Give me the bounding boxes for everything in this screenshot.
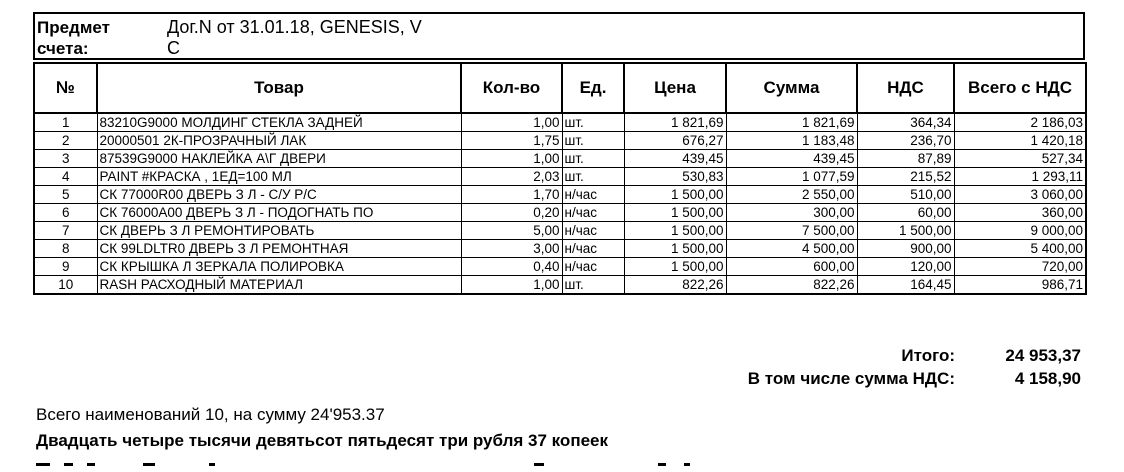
cell-quantity: 0,40 — [461, 258, 562, 276]
cell-product: СК ДВЕРЬ З Л РЕМОНТИРОВАТЬ — [97, 222, 461, 240]
table-row — [34, 258, 1086, 276]
cell-number: 10 — [34, 276, 97, 295]
cell-quantity: 3,00 — [461, 240, 562, 258]
vat-value: 4 158,90 — [1014, 369, 1081, 388]
cell-vat: 510,00 — [857, 186, 954, 204]
cell-product: RASH РАСХОДНЫЙ МАТЕРИАЛ — [97, 276, 461, 295]
total-value: 24 953,37 — [1005, 346, 1081, 365]
cell-price: 1 500,00 — [624, 204, 726, 222]
cell-vat: 60,00 — [857, 204, 954, 222]
cell-price: 1 500,00 — [624, 186, 726, 204]
cell-price: 822,26 — [624, 276, 726, 295]
cut-off-next-line — [36, 463, 836, 472]
cell-product: СК КРЫШКА Л ЗЕРКАЛА ПОЛИРОВКА — [97, 258, 461, 276]
table-header-row — [34, 63, 1086, 113]
amount-in-words: Двадцать четыре тысячи девятьсот пятьдесят три рубля 37 копеек — [36, 431, 609, 450]
cell-sum: 822,26 — [726, 276, 857, 295]
table-row — [34, 276, 1086, 295]
cell-sum: 600,00 — [726, 258, 857, 276]
table-row — [34, 222, 1086, 240]
items-count-summary: Всего наименований 10, на сумму 24'953.37 — [36, 405, 385, 424]
cell-total: 1 420,18 — [954, 132, 1086, 150]
total-label: Итого: — [901, 346, 955, 365]
cell-unit: шт. — [562, 150, 624, 168]
subject-label-line2: счета: — [37, 39, 89, 58]
cell-total: 720,00 — [954, 258, 1086, 276]
cell-number: 4 — [34, 168, 97, 186]
cell-price: 1 500,00 — [624, 258, 726, 276]
cell-product: 20000501 2К-ПРОЗРАЧНЫЙ ЛАК — [97, 132, 461, 150]
cell-sum: 4 500,00 — [726, 240, 857, 258]
cell-unit: шт. — [562, 113, 624, 132]
cell-unit: н/час — [562, 240, 624, 258]
cell-unit: н/час — [562, 204, 624, 222]
cell-total: 2 186,03 — [954, 113, 1086, 132]
header-unit: Ед. — [562, 63, 624, 113]
subject-label-line1: Предмет — [37, 18, 110, 37]
cell-total: 1 293,11 — [954, 168, 1086, 186]
subject-text-line1: Дог.N от 31.01.18, GENESIS, V — [167, 17, 422, 37]
vat-row — [748, 367, 1081, 390]
cell-sum: 300,00 — [726, 204, 857, 222]
cell-number: 9 — [34, 258, 97, 276]
cell-vat: 900,00 — [857, 240, 954, 258]
cell-vat: 1 500,00 — [857, 222, 954, 240]
cell-sum: 2 550,00 — [726, 186, 857, 204]
cell-price: 1 500,00 — [624, 222, 726, 240]
table-row — [34, 168, 1086, 186]
cell-number: 1 — [34, 113, 97, 132]
table-row — [34, 150, 1086, 168]
subject-text — [167, 17, 422, 59]
header-product: Товар — [97, 63, 461, 113]
cell-quantity: 1,70 — [461, 186, 562, 204]
cell-sum: 1 077,59 — [726, 168, 857, 186]
header-sum: Сумма — [726, 63, 857, 113]
cell-quantity: 1,75 — [461, 132, 562, 150]
table-row — [34, 113, 1086, 132]
cell-unit: н/час — [562, 222, 624, 240]
cell-sum: 1 821,69 — [726, 113, 857, 132]
header-total-with-vat: Всего с НДС — [954, 63, 1086, 113]
cell-vat: 364,34 — [857, 113, 954, 132]
cell-sum: 7 500,00 — [726, 222, 857, 240]
totals-block — [748, 344, 1081, 390]
cell-total: 9 000,00 — [954, 222, 1086, 240]
cell-price: 530,83 — [624, 168, 726, 186]
cell-product: 83210G9000 МОЛДИНГ СТЕКЛА ЗАДНЕЙ — [97, 113, 461, 132]
cell-number: 2 — [34, 132, 97, 150]
cell-product: 87539G9000 НАКЛЕЙКА А\Г ДВЕРИ — [97, 150, 461, 168]
cell-unit: шт. — [562, 168, 624, 186]
cell-price: 1 500,00 — [624, 240, 726, 258]
cell-total: 986,71 — [954, 276, 1086, 295]
table-row — [34, 240, 1086, 258]
table-row — [34, 132, 1086, 150]
subject-label — [37, 17, 110, 59]
cell-quantity: 1,00 — [461, 150, 562, 168]
cell-vat: 164,45 — [857, 276, 954, 295]
cell-total: 5 400,00 — [954, 240, 1086, 258]
cell-unit: шт. — [562, 276, 624, 295]
cell-vat: 87,89 — [857, 150, 954, 168]
cell-vat: 215,52 — [857, 168, 954, 186]
goods-table — [33, 62, 1087, 295]
cell-quantity: 5,00 — [461, 222, 562, 240]
cell-total: 360,00 — [954, 204, 1086, 222]
cell-product: СК 77000R00 ДВЕРЬ З Л - С/У Р/С — [97, 186, 461, 204]
table-row — [34, 186, 1086, 204]
invoice-subject-box — [33, 12, 1085, 60]
cell-price: 1 821,69 — [624, 113, 726, 132]
cell-number: 7 — [34, 222, 97, 240]
cell-product: PAINT #КРАСКА , 1ЕД=100 МЛ — [97, 168, 461, 186]
table-row — [34, 204, 1086, 222]
total-row — [748, 344, 1081, 367]
cell-total: 3 060,00 — [954, 186, 1086, 204]
cell-number: 3 — [34, 150, 97, 168]
cell-unit: н/час — [562, 186, 624, 204]
subject-text-line2: С — [167, 38, 180, 58]
cell-quantity: 2,03 — [461, 168, 562, 186]
cell-price: 439,45 — [624, 150, 726, 168]
cell-number: 5 — [34, 186, 97, 204]
header-number: № — [34, 63, 97, 113]
cell-unit: н/час — [562, 258, 624, 276]
cell-unit: шт. — [562, 132, 624, 150]
cell-quantity: 1,00 — [461, 276, 562, 295]
header-quantity: Кол-во — [461, 63, 562, 113]
cell-product: СК 76000А00 ДВЕРЬ З Л - ПОДОГНАТЬ ПО — [97, 204, 461, 222]
cell-vat: 120,00 — [857, 258, 954, 276]
cell-number: 8 — [34, 240, 97, 258]
cell-total: 527,34 — [954, 150, 1086, 168]
cell-sum: 1 183,48 — [726, 132, 857, 150]
header-price: Цена — [624, 63, 726, 113]
cell-quantity: 0,20 — [461, 204, 562, 222]
cell-product: СК 99LDLTR0 ДВЕРЬ З Л РЕМОНТНАЯ — [97, 240, 461, 258]
cell-number: 6 — [34, 204, 97, 222]
cell-vat: 236,70 — [857, 132, 954, 150]
cell-sum: 439,45 — [726, 150, 857, 168]
cell-price: 676,27 — [624, 132, 726, 150]
vat-label: В том числе сумма НДС: — [747, 369, 955, 388]
header-vat: НДС — [857, 63, 954, 113]
cell-quantity: 1,00 — [461, 113, 562, 132]
